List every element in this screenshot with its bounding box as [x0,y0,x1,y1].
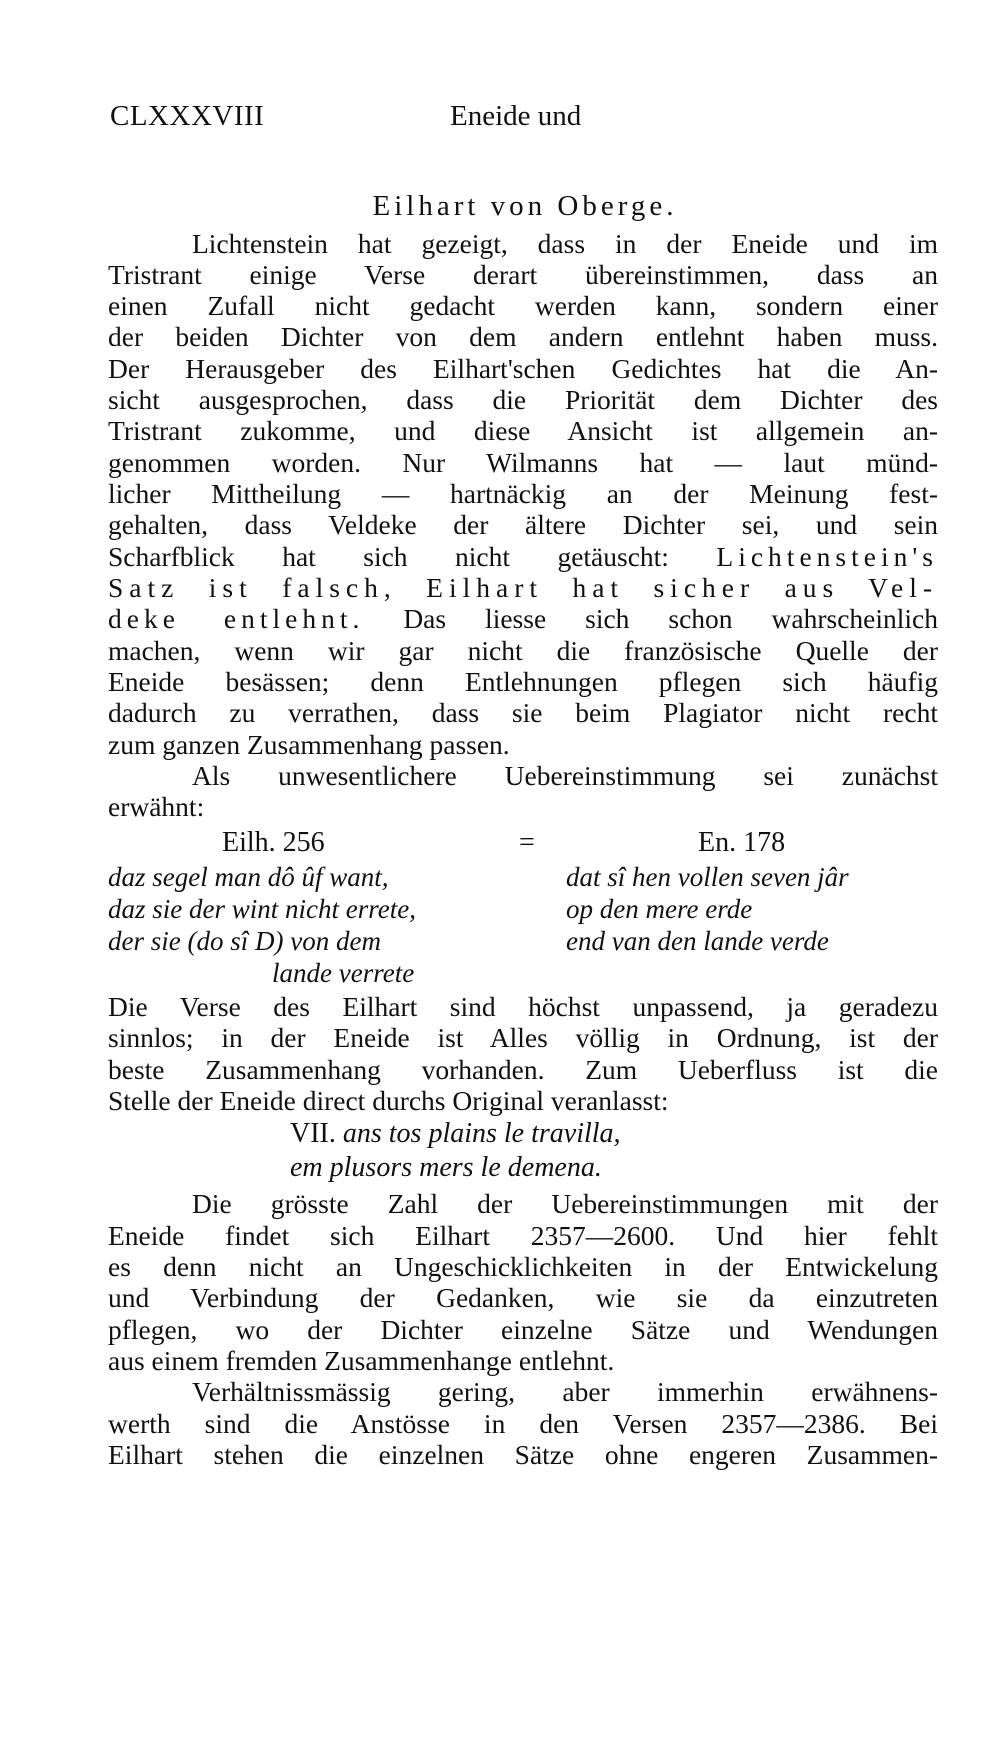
text-line: Tristrant einige Verse derart übereinstimmen, dass an [108,259,938,290]
text-line [108,602,938,636]
verse-line-left: daz segel man dô ûf want, [108,862,389,892]
text-line: Stelle der Eneide direct durchs Original veranlasst: [108,1085,669,1116]
text-line-spaced: Satz ist falsch, Eilhart hat sicher aus Vel- [108,572,938,603]
text-line: Tristrant zukomme, und diese Ansicht ist allgemein an- [108,415,938,446]
text-line [108,540,938,574]
text-line: Eilhart stehen die einzelnen Sätze ohne engeren Zusammen- [108,1439,938,1470]
verse-line-right: end van den lande verde [566,926,829,956]
text-line: einen Zufall nicht gedacht werden kann, sondern einer [108,290,938,321]
text-line: und Verbindung der Gedanken, wie sie da einzutreten [108,1282,938,1313]
text-line: Eneide findet sich Eilhart 2357—2600. Und hier fehlt [108,1220,938,1251]
text-line: Verhältnissmässig gering, aber immerhin erwähnens- [192,1376,938,1407]
quote-text: ans tos plains le travilla, [342,1118,621,1149]
text-line: aus einem fremden Zusammenhange entlehnt. [108,1345,615,1376]
verse-line-right: op den mere erde [566,894,753,924]
section-heading: Eilhart von Oberge. [372,190,678,222]
text-fragment: Das liesse sich schon wahrscheinlich [364,603,938,634]
text-line: Als unwesentlichere Uebereinstimmung sei zunächst [192,760,938,791]
verse-line-right: dat sî hen vollen seven jâr [566,862,849,892]
verse-line-left: daz sie der wint nicht errete, [108,894,416,924]
page-header [110,100,940,140]
text-line: der beiden Dichter von dem andern entlehnt haben muss. [108,321,938,352]
text-line: sicht ausgesprochen, dass die Priorität dem Dichter des [108,384,938,415]
equals-sign: = [519,827,535,858]
text-line: gehalten, dass Veldeke der ältere Dichter sei, und sein [108,509,938,540]
source-quote-line [290,1117,621,1151]
text-line: Eneide besässen; denn Entlehnungen pflegen sich häufig [108,666,938,697]
spaced-phrase: deke entlehnt. [108,603,365,634]
variant-note: (do sî D) von dem [187,926,381,956]
text-line: erwähnt: [108,791,205,822]
text-line: Lichtenstein hat gezeigt, dass in der Eneide und im [192,228,938,259]
text-line: beste Zusammenhang vorhanden. Zum Ueberfluss ist die [108,1054,938,1085]
running-title: Eneide und [450,100,582,132]
right-reference: En. 178 [698,827,786,858]
text-fragment: Scharfblick hat sich nicht getäuscht: [108,541,717,572]
text-line: es denn nicht an Ungeschicklichkeiten in der Entwickelung [108,1251,938,1282]
text-line: werth sind die Anstösse in den Versen 2357—2386. Bei [108,1408,938,1439]
text-line: Der Herausgeber des Eilhart'schen Gedichtes hat die An- [108,353,938,384]
verse-line-left [108,924,381,958]
text-line: pflegen, wo der Dichter einzelne Sätze und Wendungen [108,1314,938,1345]
spaced-name: Lichtenstein's [716,541,938,572]
text-line: Die Verse des Eilhart sind höchst unpassend, ja geradezu [108,991,938,1022]
text-line: machen, wenn wir gar nicht die französische Quelle der [108,635,938,666]
text-line: zum ganzen Zusammenhang passen. [108,729,510,760]
text-line: genommen worden. Nur Wilmanns hat — laut münd- [108,447,938,478]
verse-fragment: der sie [108,926,188,956]
text-line: dadurch zu verrathen, dass sie beim Plagiator nicht recht [108,697,938,728]
text-line: Die grösste Zahl der Uebereinstimmungen mit der [192,1188,938,1219]
page-number: CLXXXVIII [110,100,265,132]
left-reference: Eilh. 256 [222,827,325,858]
quote-verse-number: VII. [290,1118,336,1149]
text-line: licher Mittheilung — hartnäckig an der Meinung fest- [108,478,938,509]
verse-line-left: lande verrete [272,958,415,988]
text-line: sinnlos; in der Eneide ist Alles völlig in Ordnung, ist der [108,1022,938,1053]
source-quote-line: em plusors mers le demena. [290,1152,602,1183]
